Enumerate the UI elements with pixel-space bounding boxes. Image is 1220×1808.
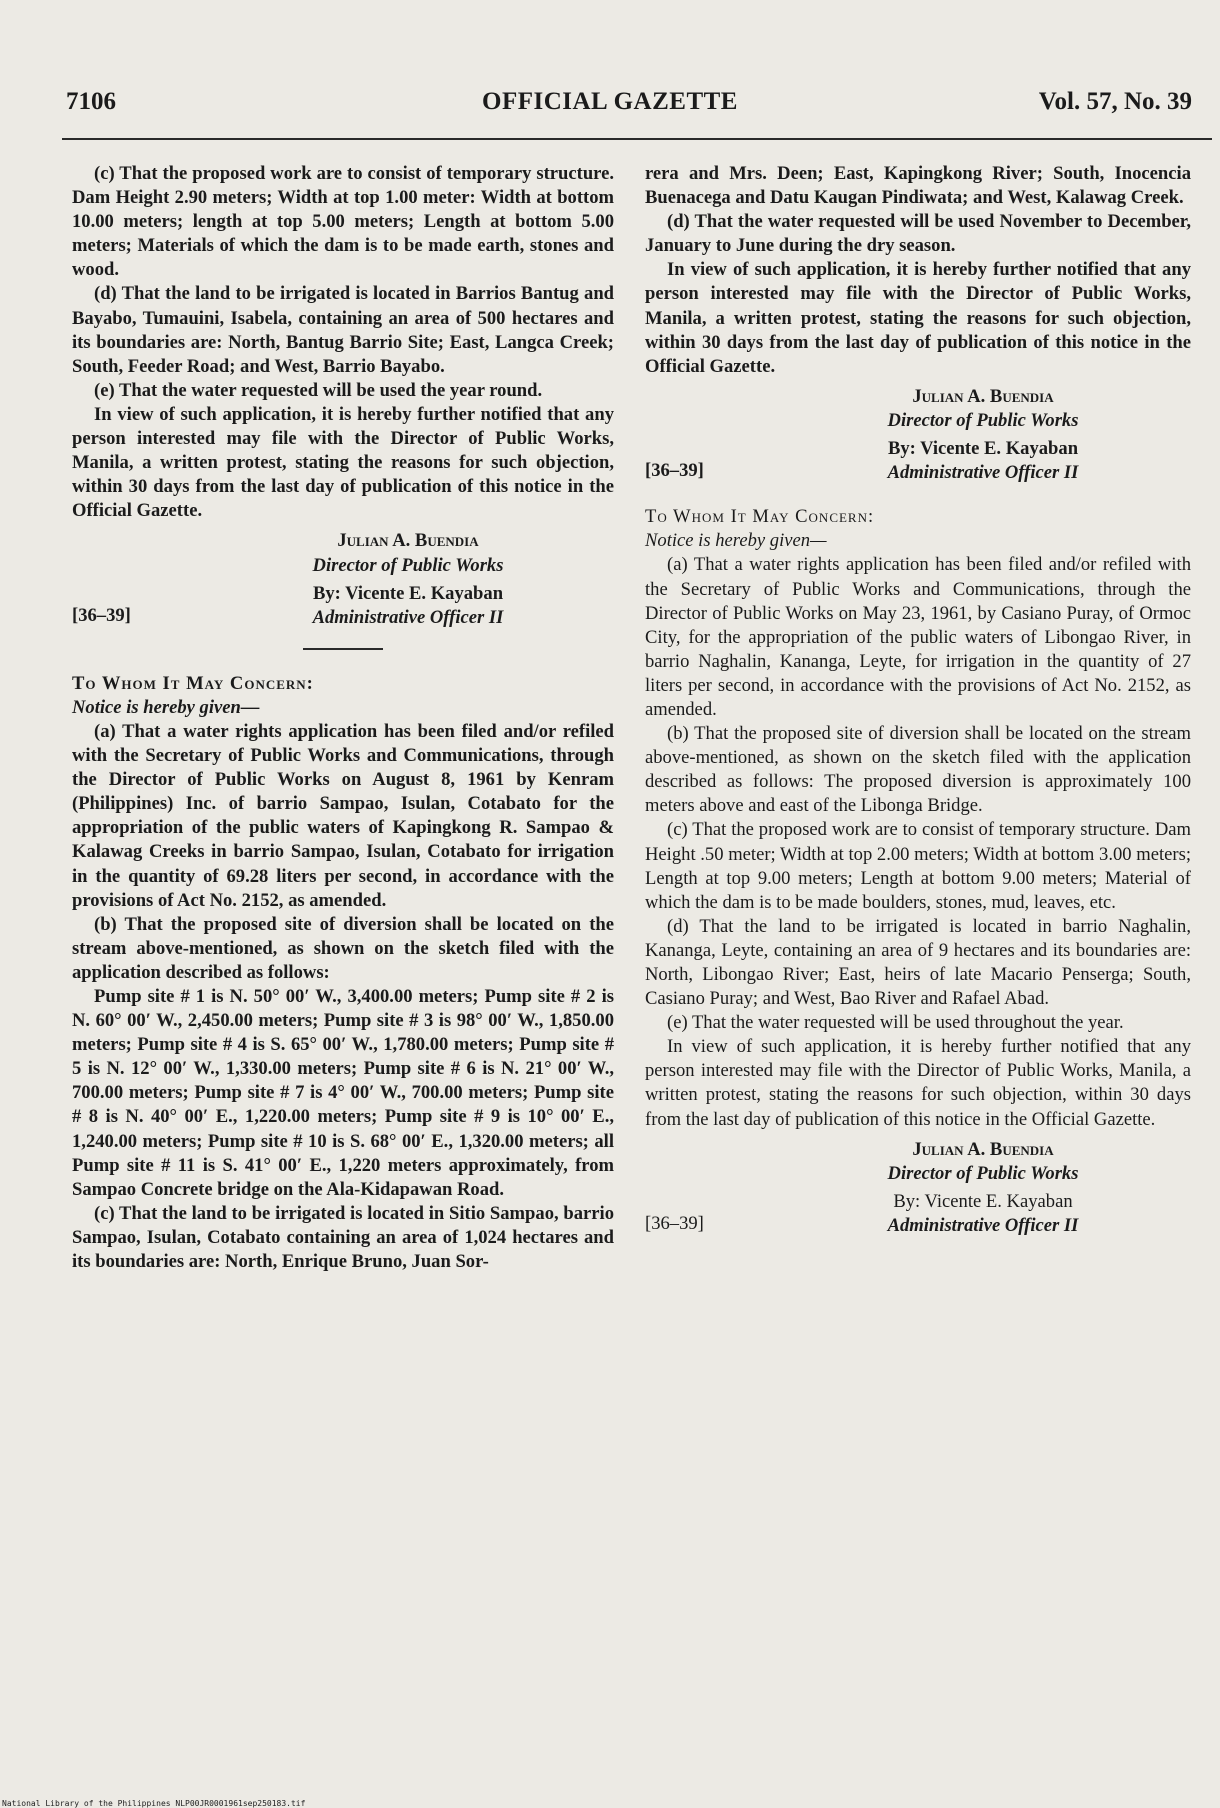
signatory-by: By: Vicente E. Kayaban — [312, 582, 504, 604]
signatory-name: Julian A. Buendia — [912, 1138, 1054, 1160]
publication-title: OFFICIAL GAZETTE — [482, 88, 738, 115]
section-divider — [303, 648, 383, 650]
signature-block — [72, 529, 614, 629]
paragraph-d: (d) That the water requested will be used November to December, January to June during the dry season. — [645, 211, 1191, 257]
signatory-by-title: Administrative Officer II — [312, 606, 504, 628]
left-column — [72, 162, 614, 1274]
scan-footer: National Library of the Philippines NLP00JR0001961sep250183.tif — [2, 1799, 306, 1808]
paragraph-in-view: In view of such application, it is hereby further notified that any person interested may file with the Director of Public Works, Manila, a written protest, stating the reasons for such objection, within 30 days from the last day of publication of this notice in the Official Gazette. — [645, 259, 1191, 377]
paragraph-in-view-2: In view of such application, it is hereby further notified that any person interested may file with the Director of Public Works, Manila, a written protest, stating the reasons for such objection, within 30 days from the last day of publication of this notice in the Official Gazette. — [645, 1036, 1191, 1130]
notice-heading: To Whom It May Concern: — [645, 506, 875, 528]
paragraph-b: (b) That the proposed site of diversion shall be located on the stream above-mentioned, as shown on the sketch filed with the application described as follows: The proposed diversion is approximately 100 meters above and east of the Libonga Bridge. — [645, 723, 1191, 817]
signatory-title: Director of Public Works — [887, 1162, 1079, 1184]
right-column — [645, 162, 1191, 1238]
paragraph-a: (a) That a water rights application has been filed and/or refiled with the Secretary of Public Works and Communications, through the Director of Public Works on May 23, 1961, by Casiano Puray, of Ormoc City, for the appropriation of the public waters of Libongao River, in barrio Naghalin, Kananga, Leyte, for irrigation in the quantity of 27 liters per second, in accordance with the provisions of Act No. 2152, as amended. — [645, 554, 1191, 720]
paragraph-a: (a) That a water rights application has been filed and/or refiled with the Secretary of Public Works and Communications, through the Director of Public Works on August 8, 1961 by Kenram (Philippines) Inc. of barrio Sampao, Isulan, Cotabato for the appropriation of the public waters of Kapingkong R. Sampao & Kalawag Creeks in barrio Sampao, Isulan, Cotabato for irrigation in the quantity of 69.28 liters per second, in accordance with the provisions of Act No. 2152, as amended. — [72, 720, 614, 911]
signatory-by: By: Vicente E. Kayaban — [893, 1190, 1073, 1212]
pump-sites: Pump site # 1 is N. 50° 00′ W., 3,400.00 meters; Pump site # 2 is N. 60° 00′ W., 2,450.00 meters; Pump site # 3 is 98° 00′ W., 1,850.00 meters; Pump site # 4 is S. 65° 00′ W., 1,780.00 meters; Pump site # 5 is N. 12° 00′ W., 1,330.00 meters; Pump site # 6 is N. 21° 00′ W., 700.00 meters; Pump site # 7 is 4° 00′ W., 700.00 meters; Pump site # 8 is N. 40° 00′ E., 1,220.00 meters; Pump site # 9 is 10° 00′ E., 1,240.00 meters; Pump site # 10 is S. 68° 00′ E., 1,320.00 meters; all Pump site # 11 is S. 41° 00′ E., 1,220 meters approximately, from Sampao Concrete bridge on the Ala-Kidapawan Road. — [72, 986, 614, 1200]
signatory-by: By: Vicente E. Kayaban — [887, 438, 1079, 460]
paragraph-e: (e) That the water requested will be used the year round. — [94, 379, 543, 401]
signature-block — [645, 385, 1191, 485]
paragraph-c: (c) That the proposed work are to consist of temporary structure. Dam Height 2.90 meters; Width at top 1.00 meter: Width at bottom 10.00 meters; length at top 5.00 meters; Length at bottom 5.00 meters; Materials of which the dam is to be made earth, stones and wood. — [72, 163, 614, 281]
paragraph-b: (b) That the proposed site of diversion shall be located on the stream above-mentioned, as shown on the sketch filed with the application described as follows: — [72, 913, 614, 983]
notice-heading: To Whom It May Concern: — [72, 672, 314, 694]
signatory-name: Julian A. Buendia — [337, 530, 479, 552]
page-number: 7106 — [66, 88, 116, 115]
paragraph-d: (d) That the land to be irrigated is located in Barrios Bantug and Bayabo, Tumauini, Isabela, containing an area of 500 hectares and its boundaries are: North, Bantug Barrio Site; East, Langca Creek; South, Feeder Road; and West, Barrio Bayabo. — [72, 283, 614, 377]
paragraph-continued: rera and Mrs. Deen; East, Kapingkong River; South, Inocencia Buenacega and Datu Kaugan Pindiwata; and West, Kalawag Creek. — [645, 163, 1191, 209]
header-rule — [62, 138, 1212, 140]
issue-reference: [36–39] — [645, 1212, 704, 1234]
signatory-by-title: Administrative Officer II — [887, 1214, 1079, 1236]
signatory-name: Julian A. Buendia — [912, 385, 1054, 407]
signature-block — [645, 1138, 1191, 1238]
signatory-title: Director of Public Works — [312, 554, 504, 576]
paragraph-d2: (d) That the land to be irrigated is located in barrio Naghalin, Kananga, Leyte, containing an area of 9 hectares and its boundaries are: North, Libongao River; East, heirs of late Macario Penserga; South, Casiano Puray; and West, Bao River and Rafael Abad. — [645, 915, 1191, 1010]
notice-subheading: Notice is hereby given— — [72, 696, 260, 718]
issue-reference: [36–39] — [645, 460, 704, 482]
signatory-by-title: Administrative Officer II — [887, 462, 1079, 484]
notice-subheading: Notice is hereby given— — [645, 530, 827, 552]
paragraph-c2: (c) That the land to be irrigated is located in Sitio Sampao, barrio Sampao, Isulan, Cotabato containing an area of 1,024 hectares and its boundaries are: North, Enrique Bruno, Juan Sor- — [72, 1202, 614, 1273]
paragraph-e: (e) That the water requested will be used throughout the year. — [667, 1012, 1124, 1034]
volume-number: Vol. 57, No. 39 — [1038, 88, 1192, 115]
paragraph-in-view: In view of such application, it is hereby further notified that any person interested may file with the Director of Public Works, Manila, a written protest, stating the reasons for such objection, within 30 days from the last day of publication of this notice in the Official Gazette. — [72, 403, 614, 522]
issue-reference: [36–39] — [72, 604, 131, 626]
signatory-title: Director of Public Works — [887, 409, 1079, 431]
paragraph-c: (c) That the proposed work are to consist of temporary structure. Dam Height .50 meter; Width at top 2.00 meters; Width at bottom 3.00 meters; Length at top 9.00 meters; Length at bottom 9.00 meters; Material of which the dam is to be made boulders, stones, mud, leaves, etc. — [645, 819, 1191, 913]
